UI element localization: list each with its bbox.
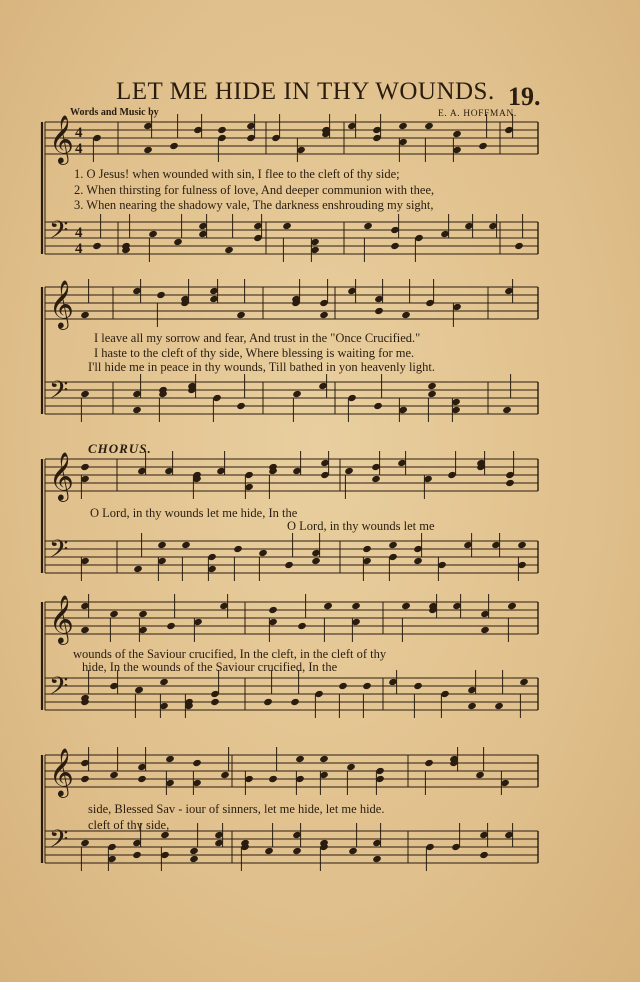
lyric-chorus-soprano: O Lord, in thy wounds let me hide, In the xyxy=(90,506,298,520)
note-head xyxy=(413,682,423,690)
treble-clef-icon: 𝄞 xyxy=(49,114,74,164)
note-head xyxy=(258,549,268,557)
note-head xyxy=(132,851,142,859)
note-head xyxy=(319,755,329,763)
note-head xyxy=(427,390,437,398)
composer-name: E. A. HOFFMAN. xyxy=(438,109,517,119)
note-head xyxy=(133,565,143,573)
note-head xyxy=(233,545,243,553)
note-head xyxy=(390,242,400,250)
note-head xyxy=(143,146,153,154)
time-signature-digit: 4 xyxy=(75,125,83,142)
hymn-title: LET ME HIDE IN THY WOUNDS. xyxy=(116,78,495,105)
lyric-chorus-soprano: side, Blessed Sav - iour of sinners, let me hide, let me hide. xyxy=(88,802,385,816)
note-head xyxy=(292,847,302,855)
note-head xyxy=(134,686,144,694)
note-head xyxy=(80,775,90,783)
note-head xyxy=(159,678,169,686)
note-head xyxy=(80,626,90,634)
lyric-chorus-bass: O Lord, in thy wounds let me xyxy=(287,519,435,533)
note-head xyxy=(502,406,512,414)
note-head xyxy=(344,467,354,475)
note-head xyxy=(351,602,361,610)
note-head xyxy=(475,771,485,779)
note-head xyxy=(137,775,147,783)
bass-clef-icon: 𝄢 xyxy=(49,375,69,411)
note-head xyxy=(311,557,321,565)
note-head xyxy=(268,606,278,614)
credit-words-music: Words and Music by xyxy=(70,107,159,118)
note-head xyxy=(292,390,302,398)
note-head xyxy=(148,230,158,238)
note-head xyxy=(189,855,199,863)
note-head xyxy=(284,561,294,569)
note-head xyxy=(346,763,356,771)
lyric-verse-1: 1. O Jesus! when wounded with sin, I flee to the cleft of thy side; xyxy=(74,167,400,181)
chorus-label: CHORUS. xyxy=(88,441,152,456)
note-head xyxy=(263,698,273,706)
note-head xyxy=(80,311,90,319)
note-head xyxy=(319,311,329,319)
note-head xyxy=(371,475,381,483)
hymn-number: 19. xyxy=(508,82,541,111)
note-head xyxy=(138,610,148,618)
lyric-chorus-bass: cleft of thy side, xyxy=(88,818,170,832)
lyric-verse-3: 3. When nearing the shadowy vale, The darkness enshrouding my sight, xyxy=(74,198,434,212)
note-head xyxy=(192,759,202,767)
note-head xyxy=(480,626,490,634)
note-head xyxy=(268,775,278,783)
note-head xyxy=(363,222,373,230)
note-head xyxy=(224,246,234,254)
note-head xyxy=(401,311,411,319)
note-head xyxy=(157,541,167,549)
bass-clef-icon: 𝄢 xyxy=(49,215,69,251)
bass-clef-icon: 𝄢 xyxy=(49,824,69,860)
note-head xyxy=(297,622,307,630)
bass-clef-icon: 𝄢 xyxy=(49,534,69,570)
lyric-verse-1: I leave all my sorrow and fear, And trust in the "Once Crucified." xyxy=(94,331,421,345)
note-head xyxy=(388,541,398,549)
note-head xyxy=(478,142,488,150)
treble-clef-icon: 𝄞 xyxy=(49,747,74,797)
note-head xyxy=(338,682,348,690)
note-head xyxy=(165,755,175,763)
note-head xyxy=(166,622,176,630)
note-head xyxy=(282,222,292,230)
note-head xyxy=(348,847,358,855)
note-head xyxy=(505,479,515,487)
note-head xyxy=(236,402,246,410)
note-head xyxy=(413,557,423,565)
note-head xyxy=(467,702,477,710)
lyric-chorus-soprano: wounds of the Saviour crucified, In the cleft, in the cleft of thy xyxy=(73,647,387,661)
lyric-verse-2: 2. When thirsting for fulness of love, And deeper communion with thee, xyxy=(74,183,435,197)
note-head xyxy=(92,242,102,250)
note-head xyxy=(295,755,305,763)
note-head xyxy=(80,839,90,847)
note-head xyxy=(173,238,183,246)
note-head xyxy=(217,126,227,134)
time-signature-digit: 4 xyxy=(75,141,83,158)
note-head xyxy=(427,382,437,390)
note-head xyxy=(373,402,383,410)
treble-clef-icon: 𝄞 xyxy=(49,279,74,329)
note-head xyxy=(424,759,434,767)
note-head xyxy=(517,541,527,549)
note-head xyxy=(507,602,517,610)
note-head xyxy=(189,847,199,855)
time-signature-digit: 4 xyxy=(75,241,83,258)
note-head xyxy=(452,130,462,138)
note-head xyxy=(424,122,434,130)
note-head xyxy=(514,242,524,250)
note-head xyxy=(236,311,246,319)
note-head xyxy=(160,831,170,839)
lyric-chorus-bass: hide, In the wounds of the Saviour crucified, In the xyxy=(82,660,338,674)
note-head xyxy=(323,602,333,610)
note-head xyxy=(362,682,372,690)
note-head xyxy=(362,545,372,553)
note-head xyxy=(169,142,179,150)
time-signature-digit: 4 xyxy=(75,225,83,242)
note-head xyxy=(398,122,408,130)
note-head xyxy=(132,406,142,414)
note-head xyxy=(401,602,411,610)
note-head xyxy=(210,698,220,706)
note-head xyxy=(479,851,489,859)
treble-clef-icon: 𝄞 xyxy=(49,451,74,501)
note-head xyxy=(181,541,191,549)
lyric-verse-2: I haste to the cleft of thy side, Where blessing is waiting for me. xyxy=(94,346,415,360)
note-head xyxy=(519,678,529,686)
note-head xyxy=(80,463,90,471)
lyric-verse-3: I'll hide me in peace in thy wounds, Till bathed in yon heavenly light. xyxy=(88,360,435,374)
treble-clef-icon: 𝄞 xyxy=(49,594,74,644)
note-head xyxy=(220,771,230,779)
note-head xyxy=(372,855,382,863)
note-head xyxy=(109,771,119,779)
note-head xyxy=(494,702,504,710)
note-head xyxy=(264,847,274,855)
note-head xyxy=(80,390,90,398)
note-head xyxy=(290,698,300,706)
note-head xyxy=(156,291,166,299)
note-head xyxy=(374,307,384,315)
note-head xyxy=(109,610,119,618)
bass-clef-icon: 𝄢 xyxy=(49,671,69,707)
